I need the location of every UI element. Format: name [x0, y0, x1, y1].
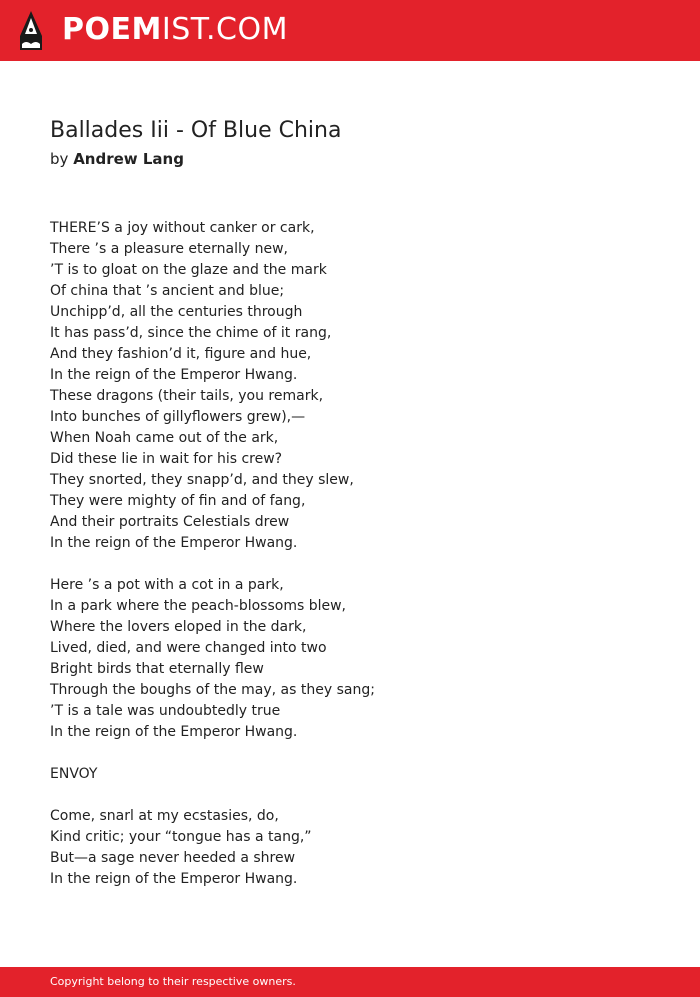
- site-header: [0, 0, 700, 61]
- site-footer: [0, 967, 700, 997]
- stanza-break: [50, 554, 650, 575]
- poem-line: In the reign of the Emperor Hwang.: [50, 367, 298, 383]
- poem-line: Unchipp’d, all the centuries through: [50, 304, 303, 320]
- brand-light: IST.COM: [161, 12, 288, 47]
- poem-line: There ’s a pleasure eternally new,: [50, 241, 288, 257]
- poem-line: Where the lovers eloped in the dark,: [50, 619, 307, 635]
- poem-line: Lived, died, and were changed into two: [50, 640, 327, 656]
- copyright-notice: Copyright belong to their respective owners.: [50, 975, 296, 988]
- poem-line: These dragons (their tails, you remark,: [50, 388, 324, 404]
- stanza-break: [50, 743, 650, 764]
- poem-line: Did these lie in wait for his crew?: [50, 451, 283, 467]
- poem-line: In a park where the peach-blossoms blew,: [50, 598, 347, 614]
- poem-line: When Noah came out of the ark,: [50, 430, 279, 446]
- site-logo-text[interactable]: [62, 12, 288, 48]
- poem-line: It has pass’d, since the chime of it rang,: [50, 325, 332, 341]
- poem-line: In the reign of the Emperor Hwang.: [50, 871, 298, 887]
- poem-body: [50, 218, 650, 890]
- poem-line: But—a sage never heeded a shrew: [50, 850, 296, 866]
- poem-line: Here ’s a pot with a cot in a park,: [50, 577, 284, 593]
- author-name: Andrew Lang: [73, 150, 184, 168]
- poem-line: Kind critic; your “tongue has a tang,”: [50, 829, 312, 845]
- poem-line: They snorted, they snapp’d, and they slew,: [50, 472, 354, 488]
- poem-line: Of china that ’s ancient and blue;: [50, 283, 285, 299]
- byline: [50, 148, 184, 170]
- poem-line: Come, snarl at my ecstasies, do,: [50, 808, 279, 824]
- poem-line: And their portraits Celestials drew: [50, 514, 290, 530]
- poem-title: Ballades Iii - Of Blue China: [50, 118, 342, 143]
- pen-nib-icon: [18, 10, 44, 52]
- poem-line: ’T is to gloat on the glaze and the mark: [50, 262, 327, 278]
- poem-line: ’T is a tale was undoubtedly true: [50, 703, 281, 719]
- poem-line: In the reign of the Emperor Hwang.: [50, 535, 298, 551]
- poem-line: They were mighty of fin and of fang,: [50, 493, 306, 509]
- poem-line: Bright birds that eternally flew: [50, 661, 264, 677]
- poem-line: Through the boughs of the may, as they sang;: [50, 682, 375, 698]
- poem-line: And they fashion’d it, figure and hue,: [50, 346, 312, 362]
- brand-bold: POEM: [62, 12, 162, 47]
- poem-line: ENVOY: [50, 766, 98, 782]
- poem-line: In the reign of the Emperor Hwang.: [50, 724, 298, 740]
- stanza-break: [50, 785, 650, 806]
- poem-line: THERE’S a joy without canker or cark,: [50, 220, 315, 236]
- poem-line: Into bunches of gillyflowers grew),—: [50, 409, 306, 425]
- by-label: by: [50, 150, 69, 168]
